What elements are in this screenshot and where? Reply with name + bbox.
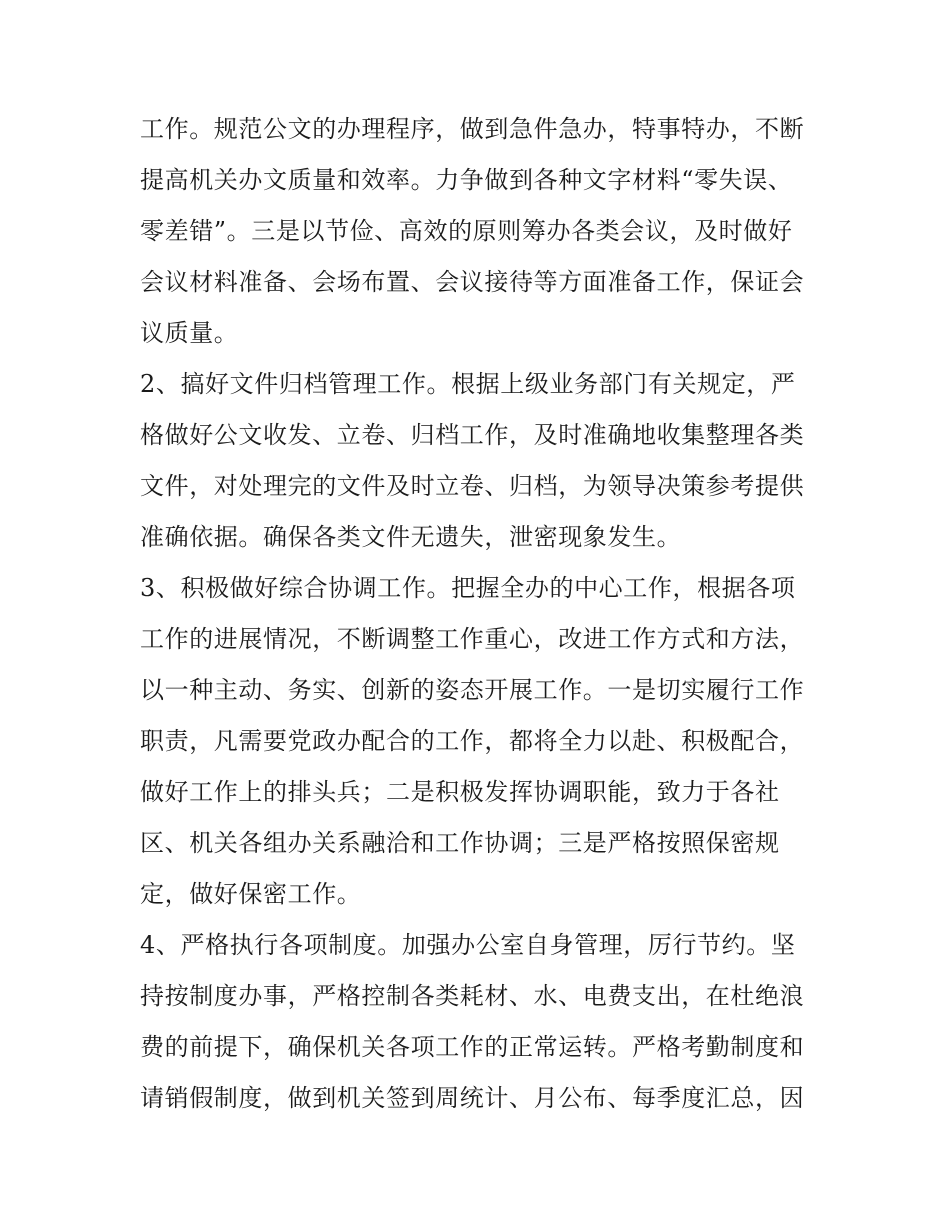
paragraph-continuation: 工作。规范公文的办理程序，做到急件急办，特事特办，不断 提高机关办文质量和效率。力争做到各种文字材料“零失误、 零差错”。三是以节俭、高效的原则筹办各类会议，及时做好 会议材料准备、会场布置、会议接待等方面准备工作，保证会 议质量。 bbox=[140, 115, 805, 347]
paragraph-item-3: 3、积极做好综合协调工作。把握全办的中心工作，根据各项 工作的进展情况，不断调整工作重心，改进工作方式和方法， 以一种主动、务实、创新的姿态开展工作。一是切实履行工作 职责，凡需要党政办配合的工作，都将全力以赴、积极配合， 做好工作上的排头兵；二是积极发挥协调职能，致力于各社 区、机关各组办关系融洽和工作协调；三是严格按照保密规 定，做好保密工作。 bbox=[140, 574, 805, 908]
paragraph-item-2: 2、搞好文件归档管理工作。根据上级业务部门有关规定，严 格做好公文收发、立卷、归档工作，及时准确地收集整理各类 文件，对处理完的文件及时立卷、归档，为领导决策参考提供 准确依据。确保各类文件无遗失，泄密现象发生。 bbox=[140, 370, 805, 551]
document-page bbox=[140, 104, 820, 1124]
paragraph-item-4: 4、严格执行各项制度。加强办公室自身管理，厉行节约。坚 持按制度办事，严格控制各类耗材、水、电费支出，在杜绝浪 费的前提下，确保机关各项工作的正常运转。严格考勤制度和 请销假制度，做到机关签到周统计、月公布、每季度汇总，因 bbox=[140, 931, 805, 1112]
